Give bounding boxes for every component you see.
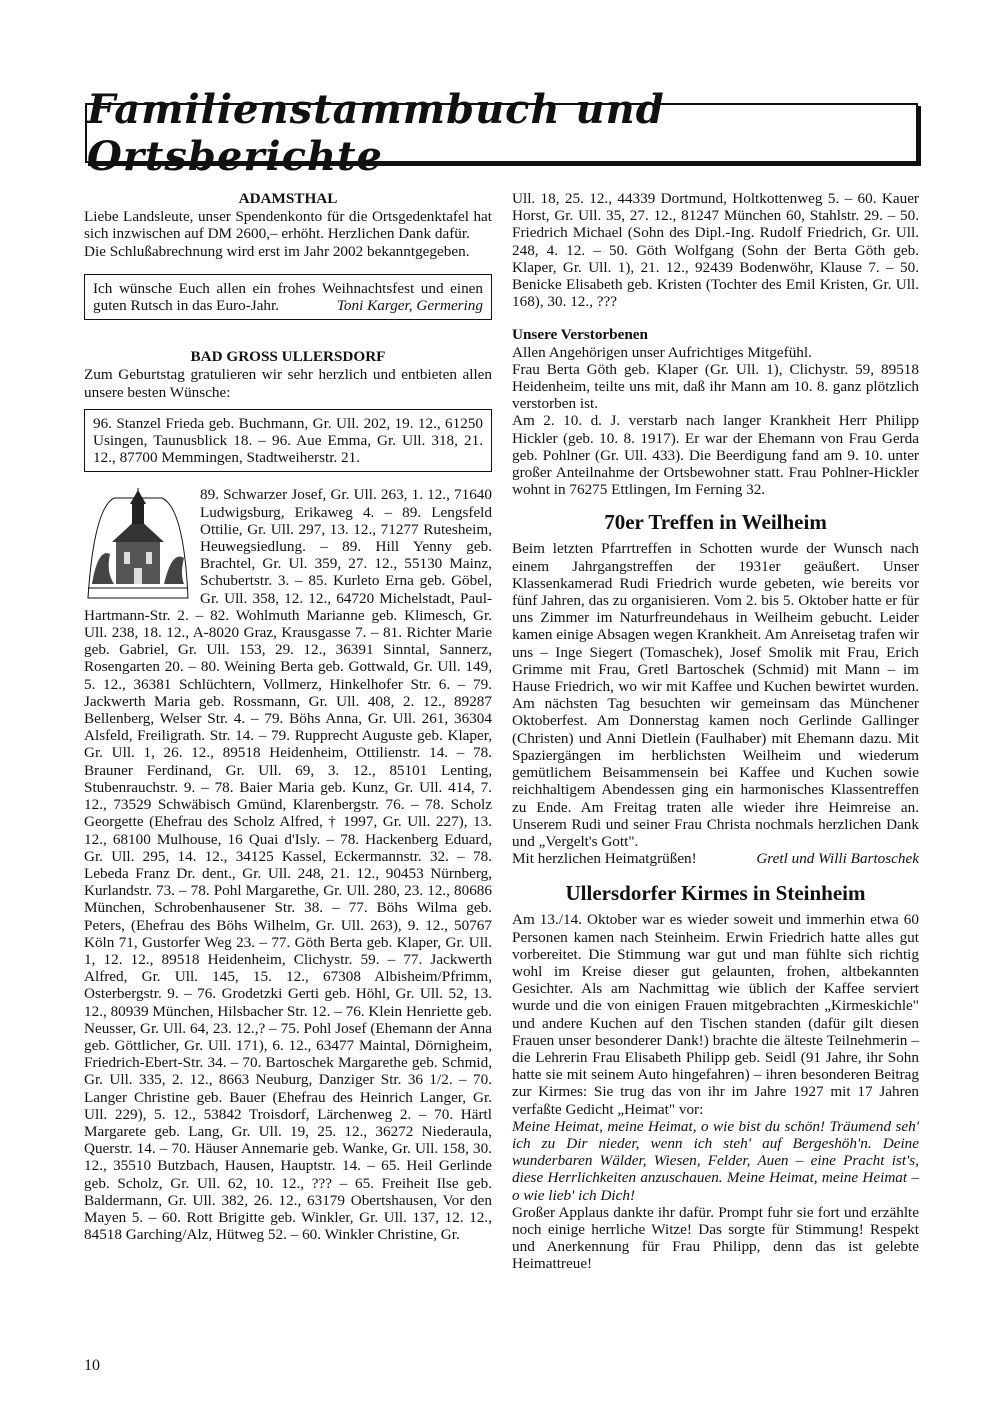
kirmes-end: Großer Applaus dankte ihr dafür. Prompt fuhr sie fort und erzählte noch einige herrliche Witze! Das sorgte für Stimmung! Respekt und Anerkennung für Frau Philipp, denn das ist gelebte Heimattreue! [512,1203,919,1273]
page-number: 10 [84,1357,100,1374]
birthday-list: 89. Schwarzer Josef, Gr. Ull. 263, 1. 12., 71640 Ludwigsburg, Erikaweg 4. – 89. Lengsfeld Ottilie, Gr. Ull. 297, 13. 12., 71277 Rutesheim, Heuwegsiedlung. – 89. Hill Yenny geb. Brachtel, Gr. Ul. 359, 27. 12., 55130 Mainz, Schubertstr. 3. – 85. Kurleto Erna geb. Göbel, Gr. Ull. 358, 12. 12., 64720 Michelstadt, Paul-Hartmann-Str. 2. – 82. Wohlmuth Marianne geb. Klimesch, Gr. Ull. 238, 18. 12., A-8020 Graz, Krausgasse 7. – 81. Richter Marie geb. Gabriel, Gr. Ull. 153, 29. 12., 36391 Sinntal, Sannerz, Rosengarten 20. – 80. Weining Berta geb. Gottwald, Gr. Ull. 149, 5. 12., 36381 Schlüchtern, Vollmerz, Hinkelhofer Str. 6. – 79. Jackwerth Maria geb. Rossmann, Gr. Ull. 408, 2. 12., 89287 Bellenberg, Welser Str. 4. – 79. Böhs Anna, Gr. Ull. 261, 36304 Alsfeld, Freiligrath. Str. 14. – 79. Rupprecht Auguste geb. Klaper, Gr. Ull. 1, 26. 12., 89518 Heidenheim, Ottilienstr. 14. – 78. Brauner Ferdinand, Gr. Ull. 69, 3. 12., 85101 Lenting, Stubenrauchstr. 9. – 78. Baier Maria geb. Kunz, Gr. Ull. 414, 7. 12., 73529 Schwäbisch Gmünd, Klarenbergstr. 76. – 78. Scholz Georgette (Ehefrau des Scholz Alfred, † 1997, Gr. Ull. 227), 13. 12., 68100 Mulhouse, 16 Quai d'Isly. – 78. Hackenberg Eduard, Gr. Ull. 295, 14. 12., 34125 Kassel, Eckermannstr. 32. – 78. Lebeda Franz Dr. dent., Gr. Ull. 248, 21. 12., 90453 Nürnberg, Kurlandstr. 73. – 78. Pohl Margarethe, Gr. Ull. 280, 23. 12., 80686 München, Schrobenhausener Str. 38. – 77. Böhs Wilma geb. Peters, (Ehefrau des Böhs Wilhelm, Gr. Ull. 263), 9. 12., 50767 Köln 71, Gustorfer Weg 23. – 77. Göth Berta geb. Klaper, Gr. Ull. 1, 12. 12., 89518 Heidenheim, Clichystr. 59. – 77. Jackwerth Alfred, Gr. Ull. 145, 15. 12., 67308 Albisheim/Pfrimm, Osterbergstr. 9. – 76. Grodetzki Gerti geb. Höhl, Gr. Ull. 52, 13. 12., 80939 München, Hilsbacher Str. 12. – 76. Klein Henriette geb. Neusser, Gr. Ull. 64, 23. 12.,? – 75. Pohl Josef (Ehemann der Anna geb. Göttlicher, Gr. Ull. 171), 6. 12., 63477 Maintal, Dörnigheim, Friedrich-Ebert-Str. 34. – 70. Bartoschek Margarethe geb. Schmid, Gr. Ull. 335, 2. 12., 8663 Neuburg, Danziger Str. 36 1/2. – 70. Langer Christine geb. Bauer (Ehefrau des Heinrich Langer, Gr. Ull. 229), 5. 12., 53842 Troisdorf, Lärchenweg 2. – 70. Härtl Margarete geb. Lang, Gr. Ull. 19, 25. 12., 36272 Niederaula, Querstr. 14. – 70. Häuser Annemarie geb. Wanke, Gr. Ull. 158, 30. 12., 35510 Butzbach, Hausen, Hauptstr. 14. – 65. Heil Gerlinde geb. Scholz, Gr. Ull. 62, 10. 12., ??? – 65. Freiheit Ilse geb. Baldermann, Gr. Ull. 382, 26. 12., 63179 Obertshausen, Vor den Mayen 5. – 60. Rott Brigitte geb. Winkler, Gr. Ull. 137, 12. 12., 84518 Garching/Alz, Hütweg 52. – 60. Winkler Christine, Gr. [84,486,492,1244]
verstorbene-text-3: Am 2. 10. d. J. verstarb nach langer Krankheit Herr Philipp Hickler (geb. 10. 8. 1917). Er war der Ehemann von Frau Gerda geb. Pohlner (Gr. Ull. 433). Die Beerdigung fand am 9. 10. unter großer Anteilnahme der Ortsbewohner statt. Frau Pohlner-Hickler wohnt in 76275 Ettlingen, Im Ferning 32. [512,412,919,499]
church-illustration [84,488,192,600]
bad-gross-heading: BAD GROSS ULLERSDORF [190,348,386,366]
birthday-box [84,409,492,473]
adamsthal-body: Liebe Landsleute, unser Spendenkonto für die Ortsgedenktafel hat sich inzwischen auf DM 2600,– erhöht. Herzlichen Dank dafür. [84,208,492,243]
treffen-signature: Gretl und Willi Bartoschek [756,850,919,868]
page-title-box [85,86,918,180]
adamsthal-body-2: Die Schlußabrechnung wird erst im Jahr 2002 bekanntgegeben. [84,242,470,260]
treffen-heading: 70er Treffen in Weilheim [604,510,827,535]
adamsthal-heading: ADAMSTHAL [238,190,338,207]
kirmes-poem: Meine Heimat, meine Heimat, o wie bist du schön! Träumend seh' ich zu Dir nieder, wenn ich steh' auf Bergeshöh'n. Deine wunderbaren Wälder, Wiesen, Felder, Auen – eine Pracht ist's, diese Herrlichkeiten anzuschauen. Meine Heimat, meine Heimat – o wie lieb' ich Dich! [512,1117,919,1204]
treffen-greeting: Mit herzlichen Heimatgrüßen! [512,850,697,868]
verstorbene-text-1: Allen Angehörigen unser Aufrichtiges Mitgefühl. [512,343,812,361]
kirmes-body: Am 13./14. Oktober war es wieder soweit und immerhin etwa 60 Personen kamen nach Steinheim. Erwin Friedrich hatte alles gut vorbereitet. Die Stimmung war gut und man fühlte sich richtig wohl im Kreise dieser gut gelaunten, frohen, altbekannten Gesichter. Als am Nachmittag wie üblich der Kaffee serviert wurde und die von einigen Frauen mitgebrachten „Kirmeskichle" und andere Kuchen auf den Tischen standen (dafür gilt diesen Frauen unser besonderer Dank!) brachte die älteste Teilnehmerin – die Lehrerin Frau Elisabeth Philipp geb. Seidl (91 Jahre, ihr Sohn hatte sie mit seinem Auto hingefahren) – ihren besonderen Beitrag zur Kirmes: Sie trug das von ihr im Jahre 1927 mit 17 Jahren verfaßte Gedicht „Heimat" vor: [512,911,919,1118]
bad-gross-intro: Zum Geburtstag gratulieren wir sehr herzlich und entbieten allen unsere besten Wünsche: [84,366,492,401]
adamsthal-signature: Toni Karger, Germering [336,297,483,315]
verstorbene-heading: Unsere Verstorbenen [512,326,648,344]
birthday-list-continued: Ull. 18, 25. 12., 44339 Dortmund, Holtkottenweg 5. – 60. Kauer Horst, Gr. Ull. 35, 27. 12., 81247 München 60, Stahlstr. 29. – 50. Friedrich Michael (Sohn des Dipl.-Ing. Rudolf Friedrich, Gr. Ull. 248, 4. 12. – 50. Göth Wolfgang (Sohn der Berta Göth geb. Klaper, Gr. Ull. 1), 21. 12., 92439 Bodenwöhr, Klause 7. – 50. Benicke Elisabeth geb. Kristen (Tochter des Emil Kristen, Gr. Ull. 168), 30. 12., ??? [512,190,919,311]
adamsthal-greeting: Ich wünsche Euch allen ein frohes Weihnachtsfest und einen guten Rutsch in das Euro-Jahr. [93,279,483,315]
verstorbene-text-2: Frau Berta Göth geb. Klaper (Gr. Ull. 1), Clichystr. 59, 89518 Heidenheim, teilte uns mit, daß ihr Mann am 10. 8. ganz plötzlich verstorben ist. [512,360,919,413]
kirmes-heading: Ullersdorfer Kirmes in Steinheim [565,881,866,906]
left-column [84,190,492,1243]
treffen-signature-row [512,850,919,867]
treffen-body: Beim letzten Pfarrtreffen in Schotten wurde der Wunsch nach einem Jahrgangstreffen der 1931er geäußert. Unser Klassenkamerad Rudi Friedrich wurde gebeten, wie bereits vor fünf Jahren, das zu organisieren. Vom 2. bis 5. Oktober hatte er für uns Zimmer im Naturfreundehaus in Weilheim gebucht. Leider kamen einige Absagen wegen Krankheit. Am Anreisetag trafen wir uns – Inge Siegert (Tomaschek), Josef Smolik mit Frau, Erich Grimme mit Frau, Gretl Bartoschek (Schmid) mit Mann – im Hause Friedrich, wo wir mit Kaffee und Kuchen bewirtet wurden. Am nächsten Tag besuchten wir gemeinsam das Münchener Oktoberfest. Am Donnerstag kamen noch Gerlinde Gallinger (Christen) und Anni Dietlein (Faulhaber) mit Ehemann dazu. Mit Spaziergängen im herblichsten Weilheim und wiederum gemütlichem Beisammensein bei Kaffee und Kuchen sowie reichhaltigem Abendessen ging ein harmonisches Klassentreffen zu Ende. Am Freitag traten alle wieder ihre Heimreise an. Unserem Rudi und seiner Frau Christa nochmals herzlichen Dank und „Vergelt's Gott". [512,540,919,850]
birthday-box-text: 96. Stanzel Frieda geb. Buchmann, Gr. Ull. 202, 19. 12., 61250 Usingen, Taunusblick 18. – 96. Aue Emma, Gr. Ull. 318, 21. 12., 87700 Memmingen, Stadtweiherstr. 21. [93,414,483,467]
right-column [512,190,919,1273]
page-title: Familienstammbuch und Ortsberichte [87,86,665,180]
adamsthal-greeting-box [84,274,492,320]
